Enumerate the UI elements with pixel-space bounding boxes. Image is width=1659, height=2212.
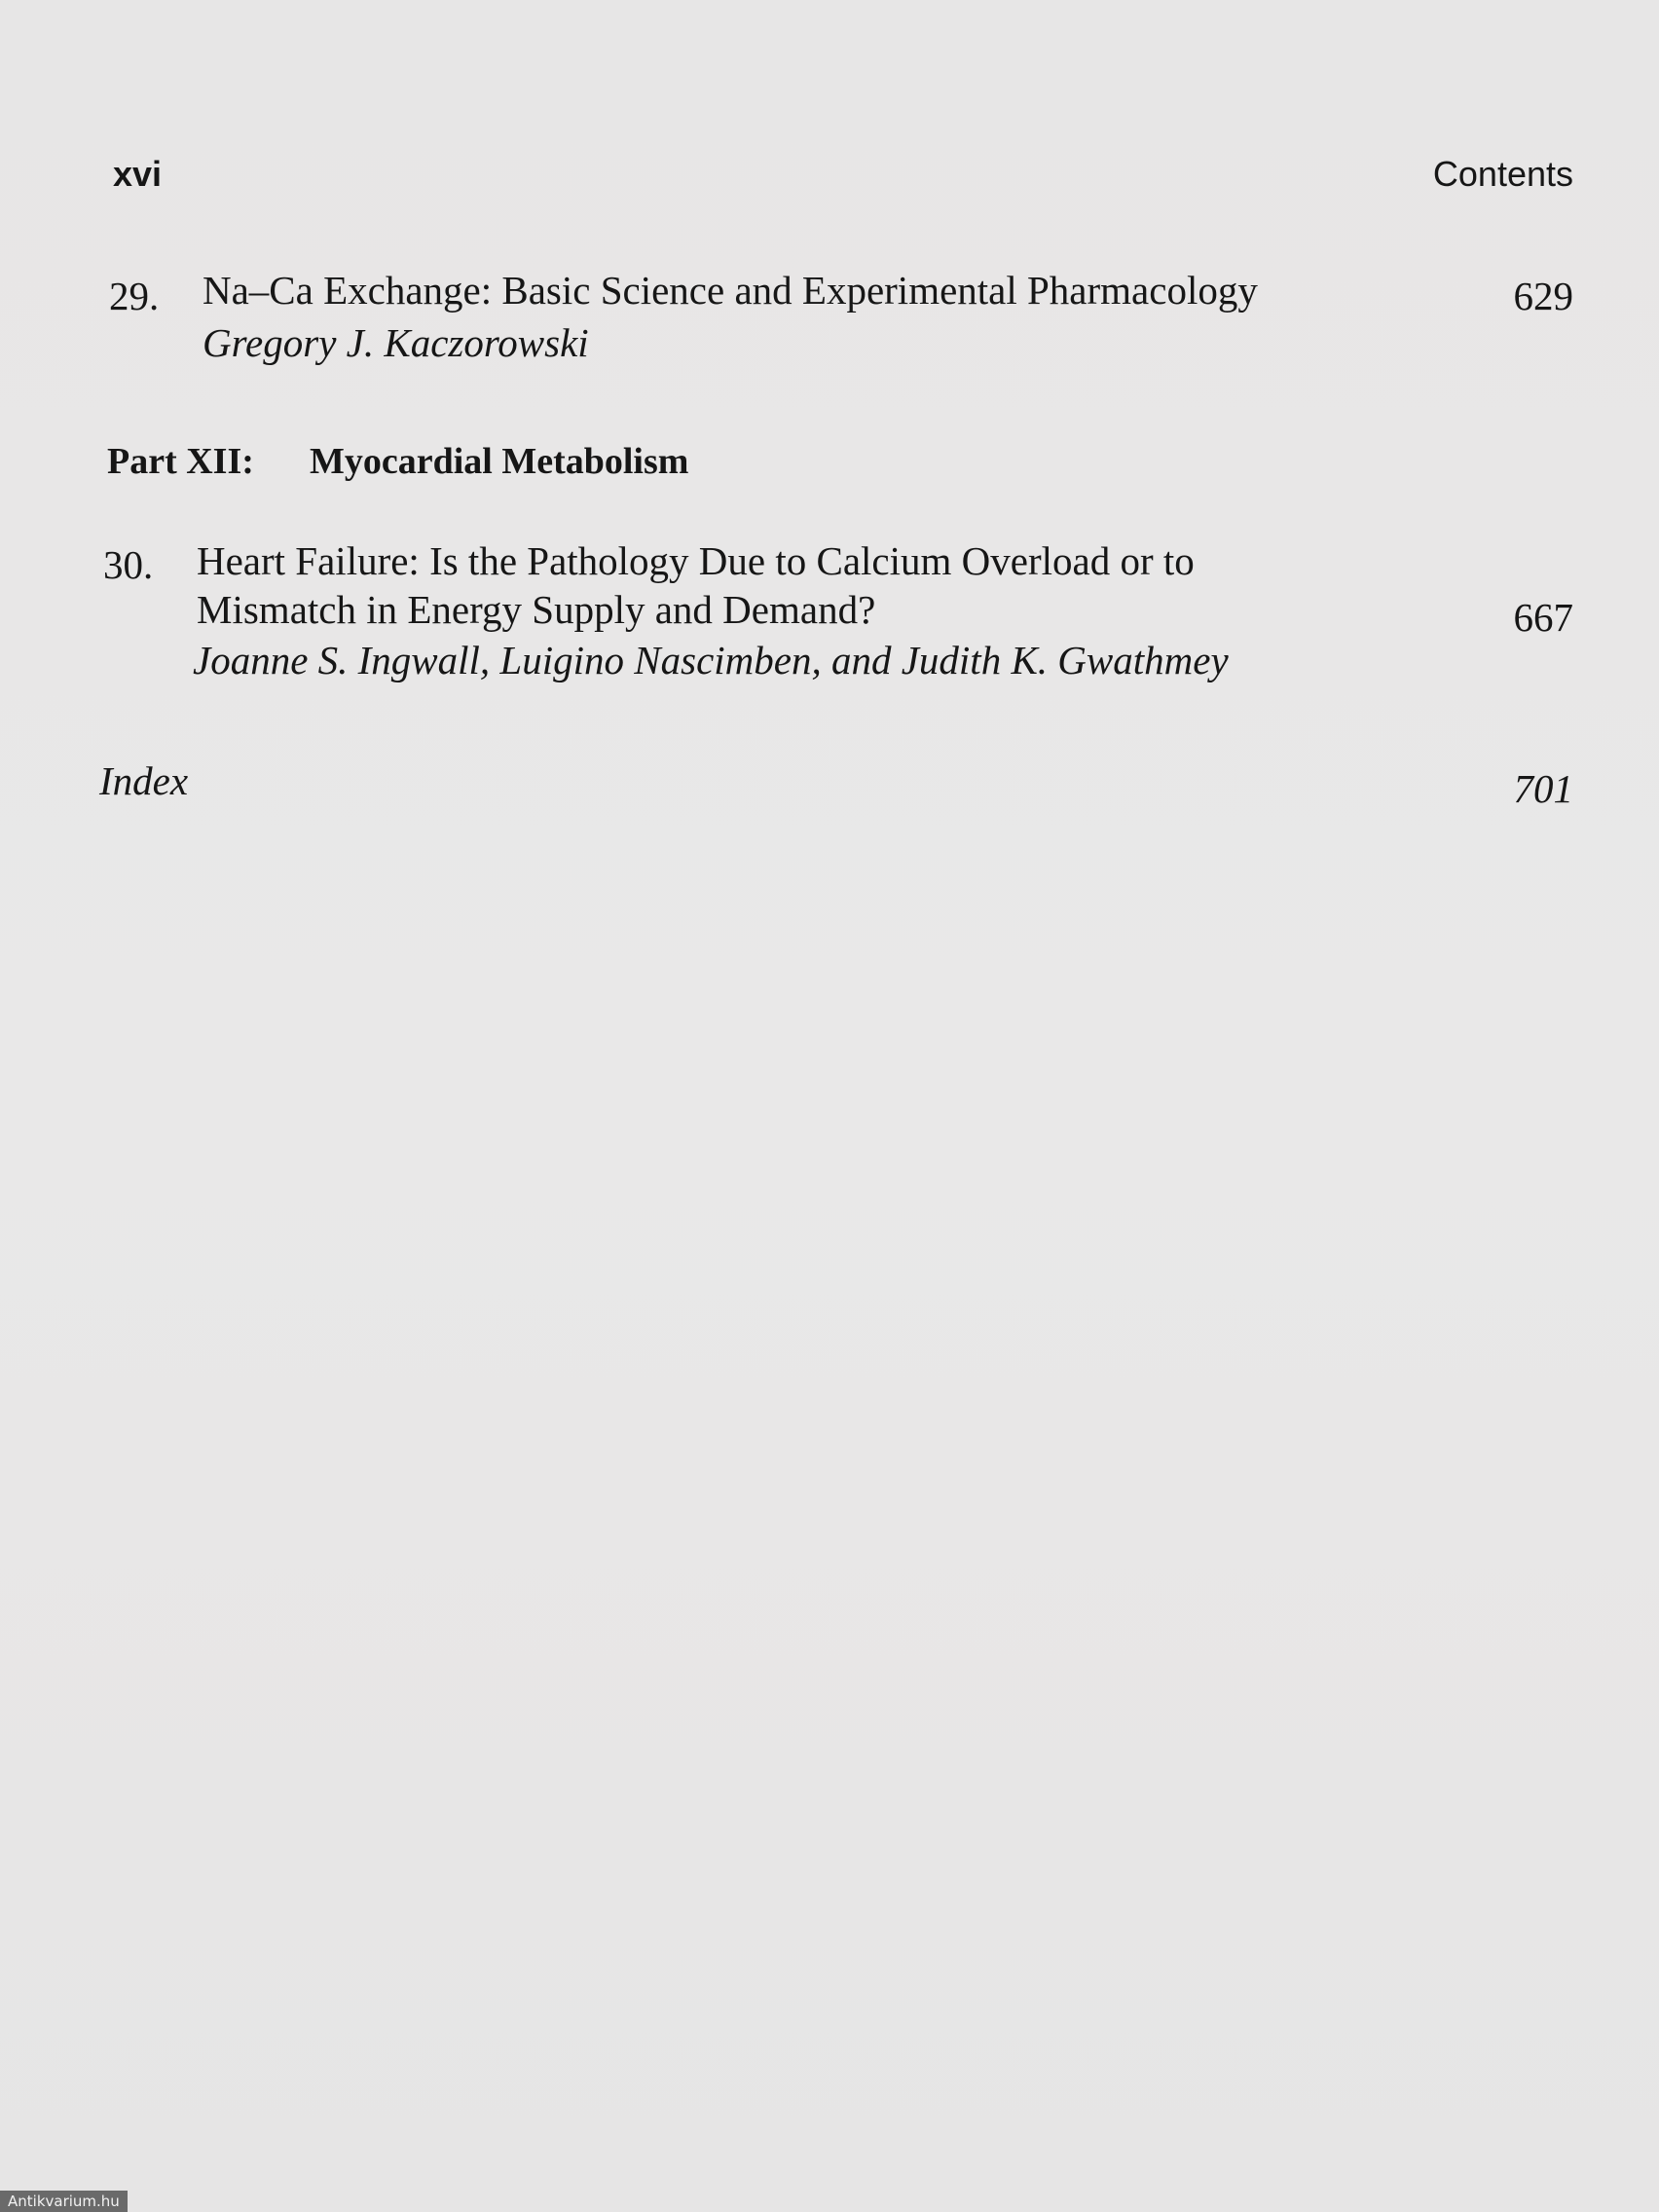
part-title: Myocardial Metabolism	[310, 441, 689, 482]
watermark: Antikvarium.hu	[0, 2191, 128, 2212]
running-header: Contents	[1432, 154, 1573, 194]
part-label: Part XII:	[107, 441, 254, 482]
chapter-title-line-1: Heart Failure: Is the Pathology Due to Calcium Overload or to	[197, 538, 1195, 583]
chapter-page: 629	[1513, 274, 1573, 318]
chapter-authors: Gregory J. Kaczorowski	[203, 320, 589, 365]
chapter-number: 30.	[103, 542, 154, 587]
chapter-number: 29.	[109, 274, 160, 318]
chapter-title-line-2: Mismatch in Energy Supply and Demand?	[197, 587, 876, 632]
chapter-title: Na–Ca Exchange: Basic Science and Experimental Pharmacology	[203, 268, 1258, 313]
page-label: xvi	[113, 154, 163, 194]
index-label: Index	[99, 758, 189, 803]
index-page: 701	[1513, 766, 1573, 811]
chapter-authors: Joanne S. Ingwall, Luigino Nascimben, and Judith K. Gwathmey	[193, 638, 1229, 682]
chapter-page: 667	[1513, 595, 1573, 640]
